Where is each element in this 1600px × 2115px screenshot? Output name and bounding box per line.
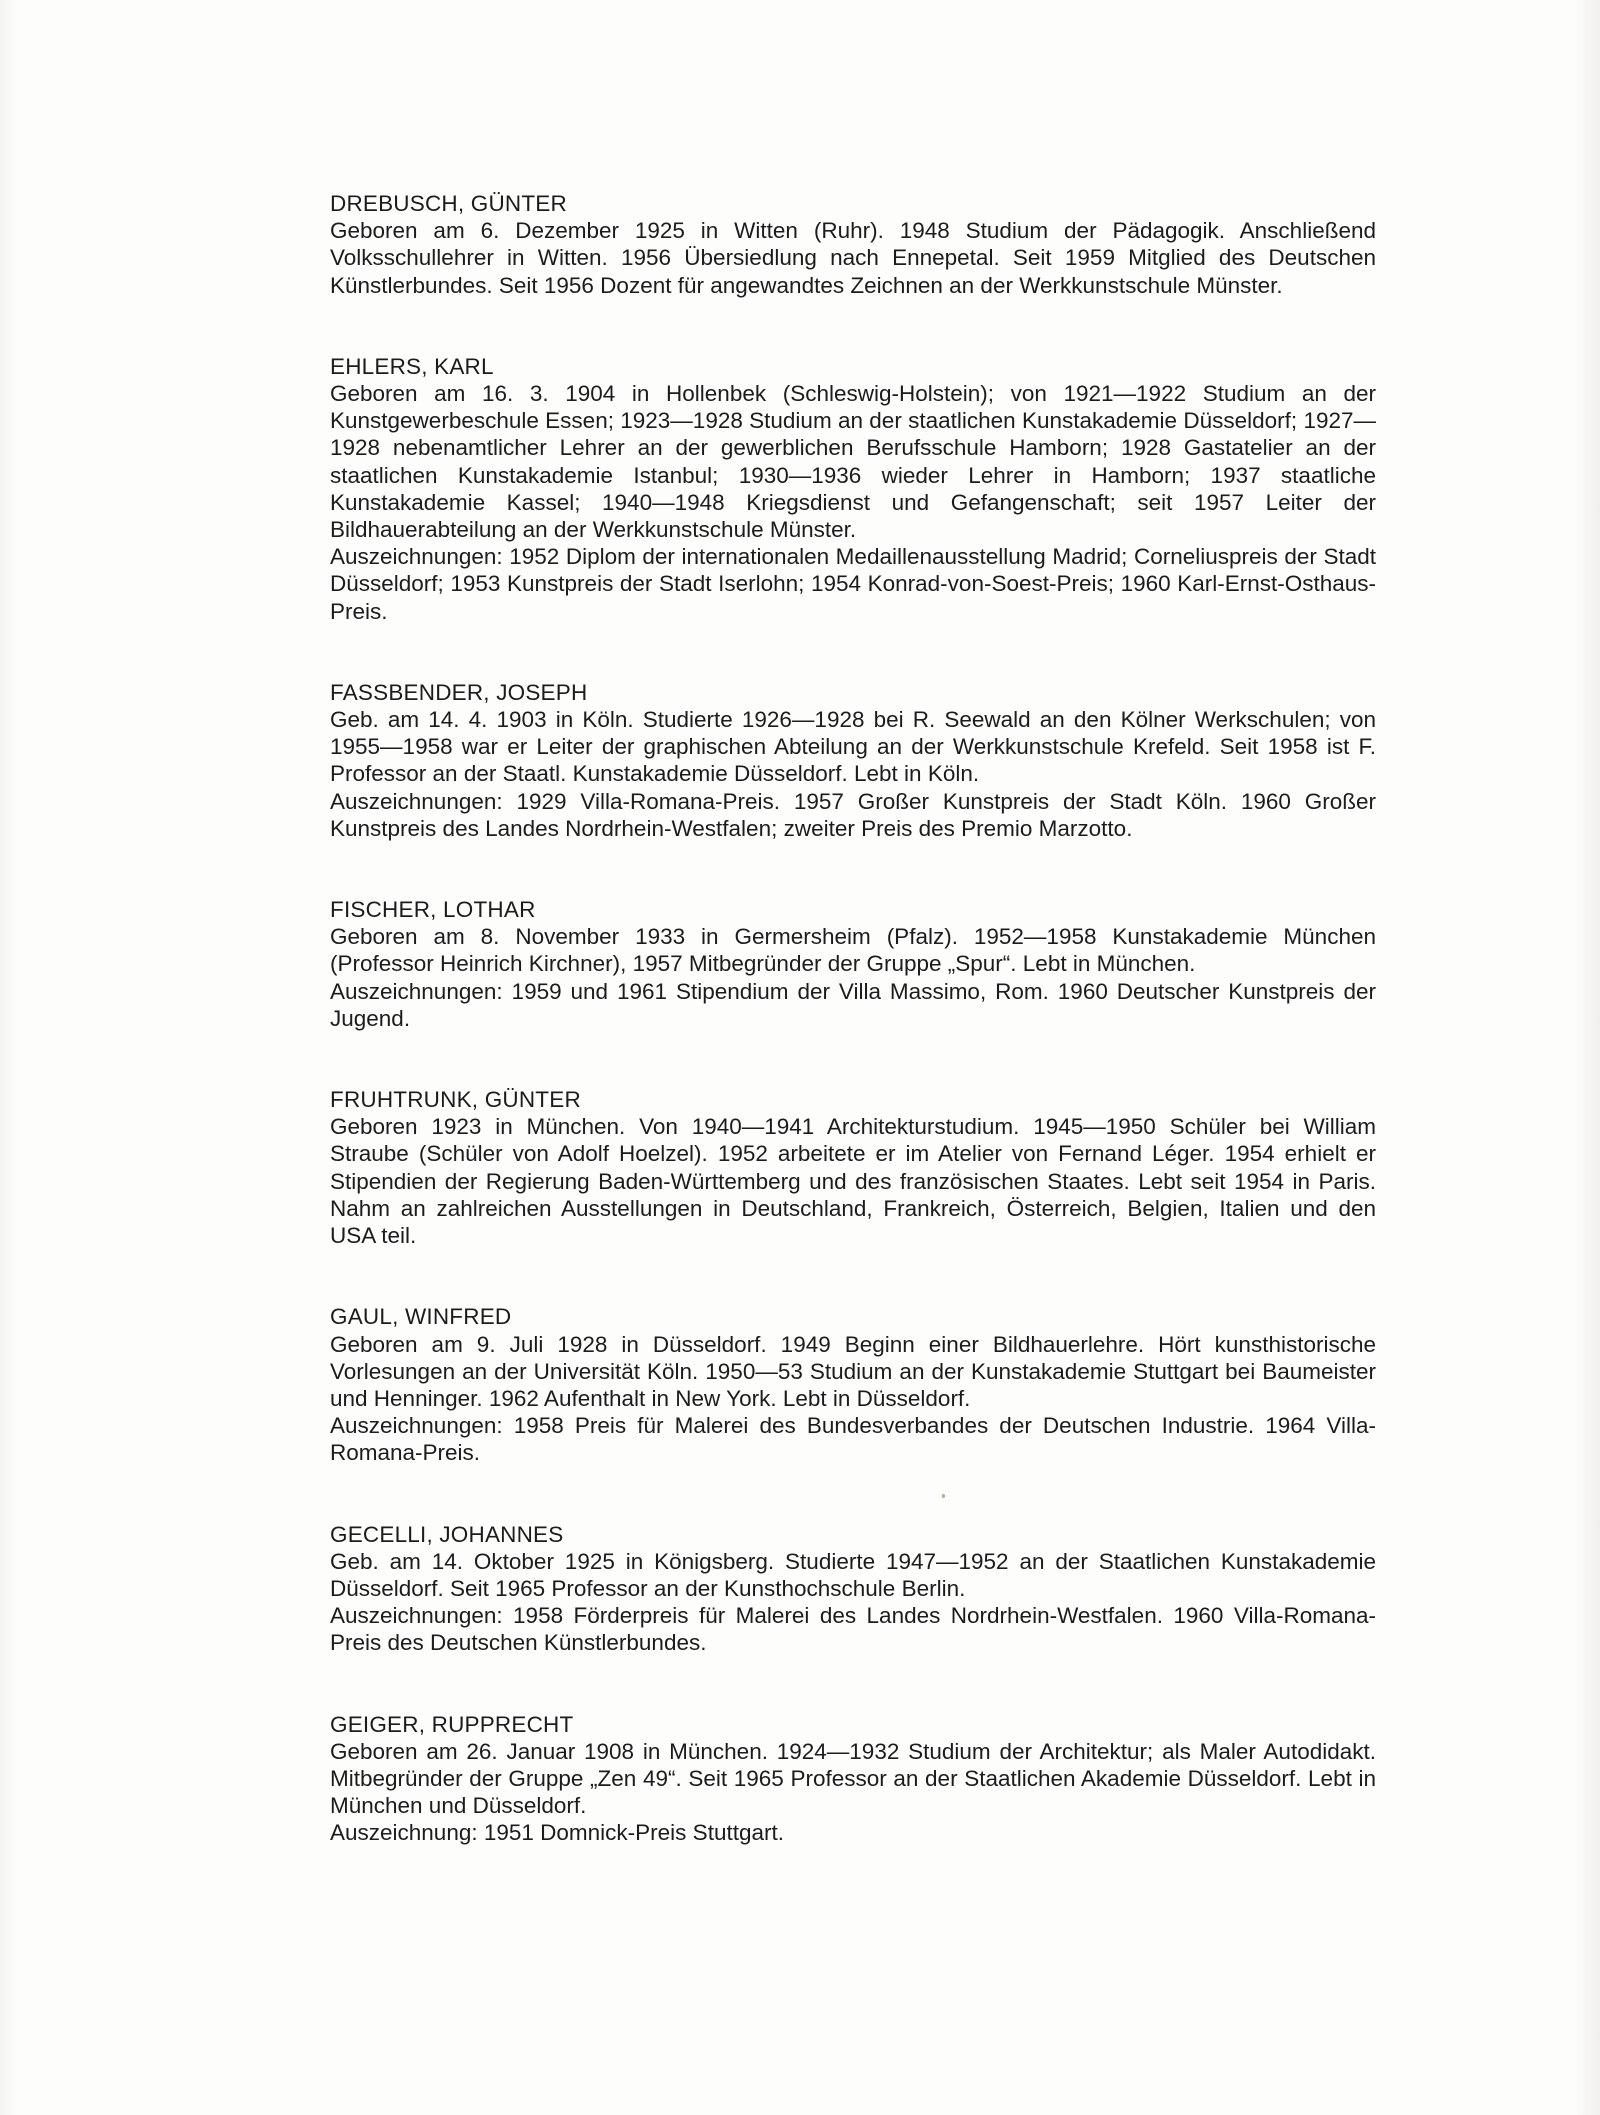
artist-name: GEIGER, RUPPRECHT [330,1711,574,1737]
biography-entry [330,1303,1376,1466]
artist-name: FISCHER, LOTHAR [330,897,536,923]
biography-entry [330,896,1376,1032]
biography-entry [330,1711,1376,1847]
artist-awards: Auszeichnungen: 1958 Preis für Malerei des Bundesverbandes der Deutschen Industrie. 1964 Villa-Romana-Preis. [330,1413,1376,1466]
artist-bio: Geboren am 26. Januar 1908 in München. 1924—1932 Studium der Architektur; als Maler Autodidakt. Mitbegründer der Gruppe „Zen 49“. Seit 1965 Professor an der Staatlichen Akademie Düsseldorf. Lebt in München und Düsseldorf. [330,1738,1376,1819]
biography-entry [330,190,1376,299]
artist-awards: Auszeichnungen: 1958 Förderpreis für Malerei des Landes Nordrhein-Westfalen. 1960 Villa-Romana-Preis des Deutschen Künstlerbundes. [330,1603,1376,1656]
artist-awards: Auszeichnungen: 1929 Villa-Romana-Preis. 1957 Großer Kunstpreis der Stadt Köln. 1960 Großer Kunstpreis des Landes Nordrhein-Westfalen; zweiter Preis des Premio Marzotto. [330,788,1376,841]
biography-list [330,190,1376,1847]
artist-name: EHLERS, KARL [330,353,494,379]
artist-name: GECELLI, JOHANNES [330,1521,564,1547]
artist-bio: Geboren am 8. November 1933 in Germersheim (Pfalz). 1952—1958 Kunstakademie München (Professor Heinrich Kirchner), 1957 Mitbegründer der Gruppe „Spur“. Lebt in München. [330,924,1376,977]
biography-entry [330,1521,1376,1657]
biography-entry [330,353,1376,625]
artist-bio: Geboren am 16. 3. 1904 in Hollenbek (Schleswig-Holstein); von 1921—1922 Studium an der Kunstgewerbeschule Essen; 1923—1928 Studium an der staatlichen Kunstakademie Düsseldorf; 1927—1928 nebenamtlicher Lehrer an der gewerblichen Berufsschule Hamborn; 1928 Gastatelier an der staatlichen Kunstakademie Istanbul; 1930—1936 wieder Lehrer in Hamborn; 1937 staatliche Kunstakademie Kassel; 1940—1948 Kriegsdienst und Gefangenschaft; seit 1957 Leiter der Bildhauerabteilung an der Werkkunstschule Münster. [330,381,1376,543]
artist-bio: Geb. am 14. Oktober 1925 in Königsberg. Studierte 1947—1952 an der Staatlichen Kunstakademie Düsseldorf. Seit 1965 Professor an der Kunsthochschule Berlin. [330,1548,1376,1601]
artist-bio: Geb. am 14. 4. 1903 in Köln. Studierte 1926—1928 bei R. Seewald an den Kölner Werkschulen; von 1955—1958 war er Leiter der graphischen Abteilung an der Werkkunstschule Krefeld. Seit 1958 ist F. Professor an der Staatl. Kunstakademie Düsseldorf. Lebt in Köln. [330,707,1376,787]
artist-name: DREBUSCH, GÜNTER [330,191,567,216]
artist-awards: Auszeichnungen: 1952 Diplom der internationalen Medaillenausstellung Madrid; Corneliuspreis der Stadt Düsseldorf; 1953 Kunstpreis der Stadt Iserlohn; 1954 Konrad-von-Soest-Preis; 1960 Karl-Ernst-Osthaus-Preis. [330,544,1376,624]
artist-awards: Auszeichnung: 1951 Domnick-Preis Stuttgart. [330,1820,784,1846]
biography-entry [330,679,1376,842]
artist-bio: Geboren am 9. Juli 1928 in Düsseldorf. 1949 Beginn einer Bildhauerlehre. Hört kunsthistorische Vorlesungen an der Universität Köln. 1950—53 Studium an der Kunstakademie Stuttgart bei Baumeister und Henninger. 1962 Aufenthalt in New York. Lebt in Düsseldorf. [330,1331,1376,1411]
artist-name: FASSBENDER, JOSEPH [330,679,588,705]
artist-awards: Auszeichnungen: 1959 und 1961 Stipendium der Villa Massimo, Rom. 1960 Deutscher Kunstpreis der Jugend. [330,978,1376,1031]
artist-bio: Geboren am 6. Dezember 1925 in Witten (Ruhr). 1948 Studium der Pädagogik. Anschließend Volksschullehrer in Witten. 1956 Übersiedlung nach Ennepetal. Seit 1959 Mitglied des Deutschen Künstlerbundes. Seit 1956 Dozent für angewandtes Zeichnen an der Werkkunstschule Münster. [330,218,1376,298]
biography-entry [330,1086,1376,1249]
artist-name: GAUL, WINFRED [330,1304,512,1330]
paper-speck [942,1494,945,1498]
artist-name: FRUHTRUNK, GÜNTER [330,1087,581,1113]
artist-bio: Geboren 1923 in München. Von 1940—1941 Architekturstudium. 1945—1950 Schüler bei William Straube (Schüler von Adolf Hoelzel). 1952 arbeitete er im Atelier von Fernand Léger. 1954 erhielt er Stipendien der Regierung Baden-Württemberg und des französischen Staates. Lebt seit 1954 in Paris. Nahm an zahlreichen Ausstellungen in Deutschland, Frankreich, Österreich, Belgien, Italien und den USA teil. [330,1114,1376,1249]
